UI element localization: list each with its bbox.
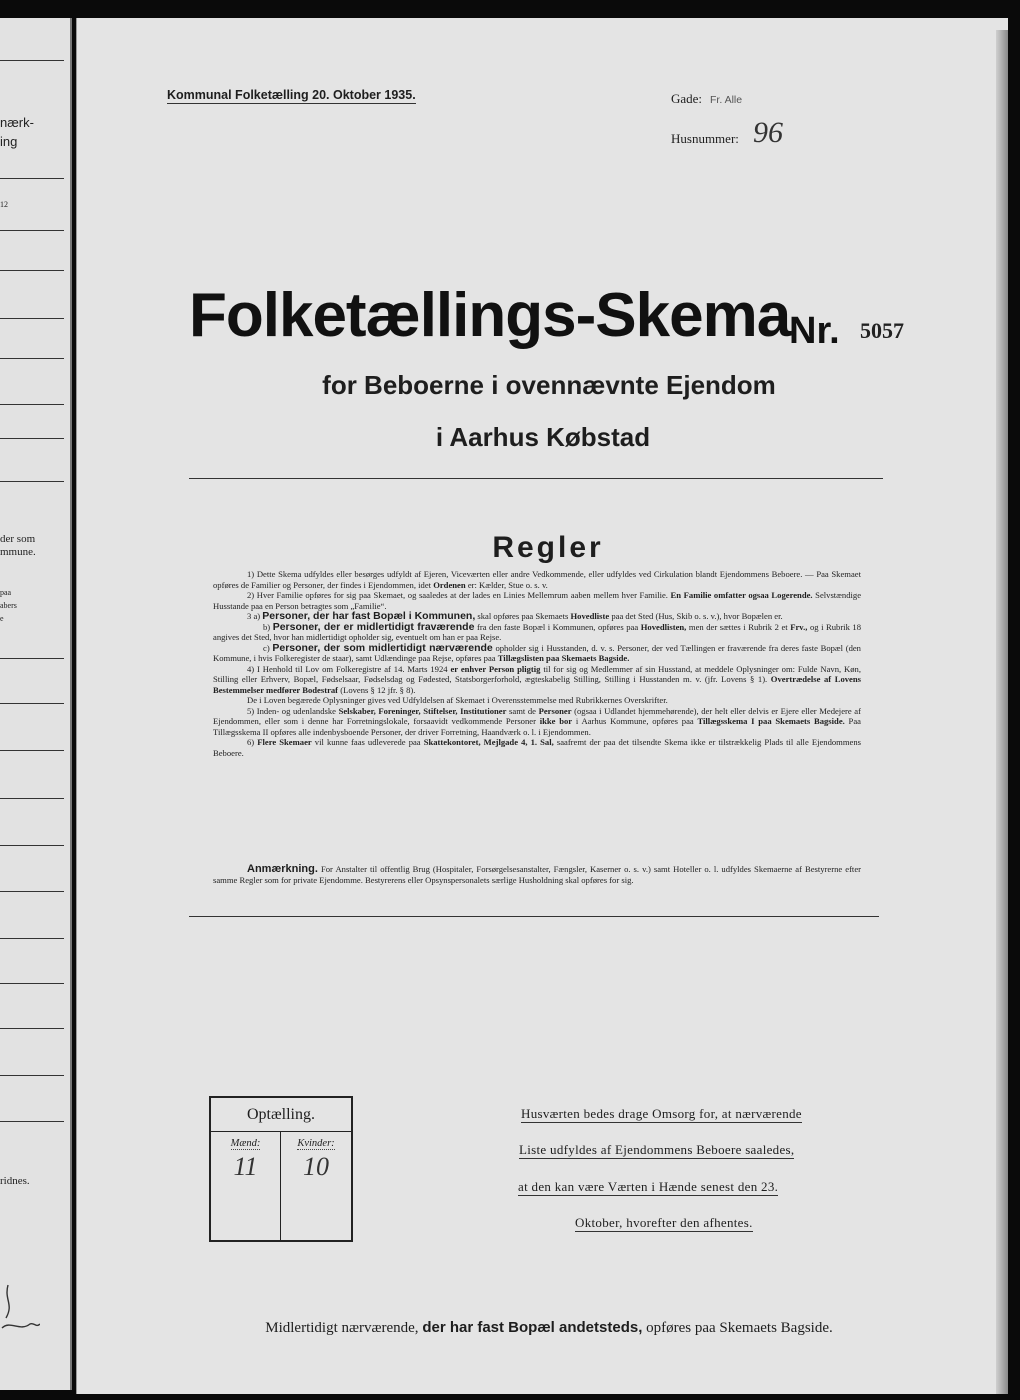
form-title: Folketællings-Skema <box>189 281 791 350</box>
page-binding-edge <box>996 30 1008 1394</box>
number-label: Nr. <box>789 310 840 352</box>
left-fragment-text: abers <box>0 601 17 610</box>
footer-instruction: Midlertidigt nærværende, der har fast Bopæl andetsteds, opføres paa Skemaets Bagside. <box>265 1319 833 1336</box>
left-fragment-text: ridnes. <box>0 1175 30 1187</box>
census-form-page <box>76 18 1008 1394</box>
rules-text <box>213 569 861 758</box>
count-box <box>209 1096 353 1242</box>
left-rule <box>0 438 64 439</box>
left-rule <box>0 1121 64 1122</box>
left-fragment-text: ing <box>0 134 18 149</box>
left-rule <box>0 845 64 846</box>
street-label: Gade: <box>671 91 703 106</box>
left-rule <box>0 318 64 319</box>
left-page-fragment <box>0 18 72 1390</box>
left-rule <box>0 703 64 704</box>
left-rule <box>0 798 64 799</box>
notice-line: Oktober, hvorefter den afhentes. <box>575 1215 753 1230</box>
left-rule <box>0 658 64 659</box>
rule-4b: De i Loven begærede Oplysninger gives ved Udfyldelsen af Skemaet i Overensstemmelse med Rubrikkernes Overskrifter. <box>247 695 668 705</box>
rules-heading: Regler <box>492 531 604 564</box>
house-number-value: 96 <box>753 116 783 149</box>
notice-line: at den kan være Værten i Hænde senest den 23. <box>518 1179 779 1194</box>
divider <box>189 478 883 479</box>
remark-label: Anmærkning. <box>247 863 318 875</box>
divider <box>189 916 879 917</box>
left-rule <box>0 891 64 892</box>
form-subtitle-city: i Aarhus Købstad <box>435 422 651 452</box>
left-rule <box>0 938 64 939</box>
left-rule <box>0 178 64 179</box>
rule-6: 6) Flere Skemaer vil kunne faas udleverede paa Skattekontoret, Mejlgade 4, 1. Sal, saafremt der paa det tilsendte Skema ikke er tilstrækkelig Plads til alle Ejendommens Beboere. <box>213 737 862 758</box>
signature-fragment-icon <box>0 1280 40 1350</box>
left-rule <box>0 270 64 271</box>
left-rule <box>0 750 64 751</box>
women-label: Kvinder: <box>297 1138 335 1149</box>
left-fragment-text: e <box>0 614 4 623</box>
left-rule <box>0 983 64 984</box>
notice-line: Husværten bedes drage Omsorg for, at nærværende <box>521 1106 802 1121</box>
remark-note <box>213 864 861 885</box>
left-rule <box>0 1028 64 1029</box>
street-value: Fr. Alle <box>710 94 743 106</box>
left-rule <box>0 60 64 61</box>
left-rule <box>0 230 64 231</box>
rule-4: 4) I Henhold til Lov om Folkeregistre af 14. Marts 1924 er enhver Person pligtig til for sig og Medlemmer af sin Husstand, at meddele Oplysninger om: Fulde Navn, Køn, Stilling eller Erhverv, Bopæl, Fødselsaar, Fødselsdag og Fødested, Statsborgerforhold, ægteskabelig Stilling, Stilling i Husstanden m. v. (jfr. Lovens § 1). Overtrædelse af Lovens Bestemmelser medfører Bodestraf (Lovens § 12 jfr. § 8). <box>213 663 861 695</box>
remark-text: For Anstalter til offentlig Brug (Hospitaler, Forsørgelsesanstalter, Fængsler, Kaserner o. s. v.) samt Hoteller o. l. udfyldes Skemaerne af Bestyrerne efter samme Regler som for private Ejendomme. Bestyrerens eller Opsynspersonalets særlige Husholdning skal opføres for sig. <box>213 864 861 885</box>
left-rule <box>0 481 64 482</box>
rule-3c: c) Personer, der som midlertidigt nærværende opholder sig i Husstanden, d. v. s. Personer, der ved Tællingen er fraværende fra deres faste Bopæl (den Kommune, i hvis Folkeregister de staar), samt Udlændinge paa Rejse, opføres paa Tillægslisten paa Skemaets Bagside. <box>213 641 861 663</box>
left-fragment-text: der som <box>0 533 36 545</box>
left-rule <box>0 358 64 359</box>
left-rule <box>0 404 64 405</box>
left-fragment-text: 12 <box>0 200 8 209</box>
rule-5: 5) Inden- og udenlandske Selskaber, Foreninger, Stiftelser, Institutioner samt de Personer (ogsaa i Udlandet hjemmehørende), der helt eller delvis er Ejere eller Medejere af Ejendommen, eller som i denne har Forretningslokale, forsaavidt vedkommende Personer ikke bor i Aarhus Kommune, opføres paa Tillægsskema I paa Skemaets Bagside. Paa Tillægsskema II opføres alle indenbysboende Personer, der driver Forretning, Haandværk o. l. i Ejendommen. <box>213 705 861 737</box>
count-box-title: Optælling. <box>211 1098 351 1132</box>
form-number: 5057 <box>860 318 904 343</box>
house-number-label: Husnummer: <box>671 131 739 146</box>
census-header-title: Kommunal Folketælling 20. Oktober 1935. <box>167 88 416 102</box>
rule-3a: 3 a) Personer, der har fast Bopæl i Kommunen, skal opføres paa Skemaets Hovedliste paa det Sted (Hus, Skib o. s. v.), hvor Bopælen er. <box>247 610 783 622</box>
men-label: Mænd: <box>230 1138 261 1149</box>
rule-3b: b) Personer, der er midlertidigt fraværende fra den faste Bopæl i Kommunen, opføres paa Hovedlisten, men der sættes i Rubrik 2 et Frv., og i Rubrik 18 angives det Sted, hvor han midlertidigt opholder sig, eventuelt om han er paa Rejse. <box>213 620 861 642</box>
left-fragment-text: paa <box>0 588 12 597</box>
notice-line: Liste udfyldes af Ejendommens Beboere saaledes, <box>519 1142 795 1157</box>
rule-2: 2) Hver Familie opføres for sig paa Skemaet, og saaledes at der lades en Linies Mellemrum aaben mellem hver Familie. En Familie omfatter ogsaa Logerende. Selvstændige Husstande paa en Person betragtes som „Familie“. <box>213 590 862 611</box>
count-women-cell <box>281 1132 351 1240</box>
left-rule <box>0 1075 64 1076</box>
left-fragment-text: mmune. <box>0 546 36 558</box>
count-men-cell <box>211 1132 281 1240</box>
left-fragment-text: nærk- <box>0 115 34 130</box>
men-count: 11 <box>233 1152 258 1181</box>
women-count: 10 <box>303 1152 329 1181</box>
rule-1: 1) Dette Skema udfyldes eller besørges udfyldt af Ejeren, Viceværten eller andre Vedkommende, eller udfyldes ved Cirkulation blandt Ejendommens Beboere. — Paa Skemaet opføres de Familier og Personer, der findes i Ejendommen, idet Ordenen er: Kælder, Stue o. s. v. <box>213 569 861 590</box>
form-subtitle: for Beboerne i ovennævnte Ejendom <box>322 370 776 400</box>
